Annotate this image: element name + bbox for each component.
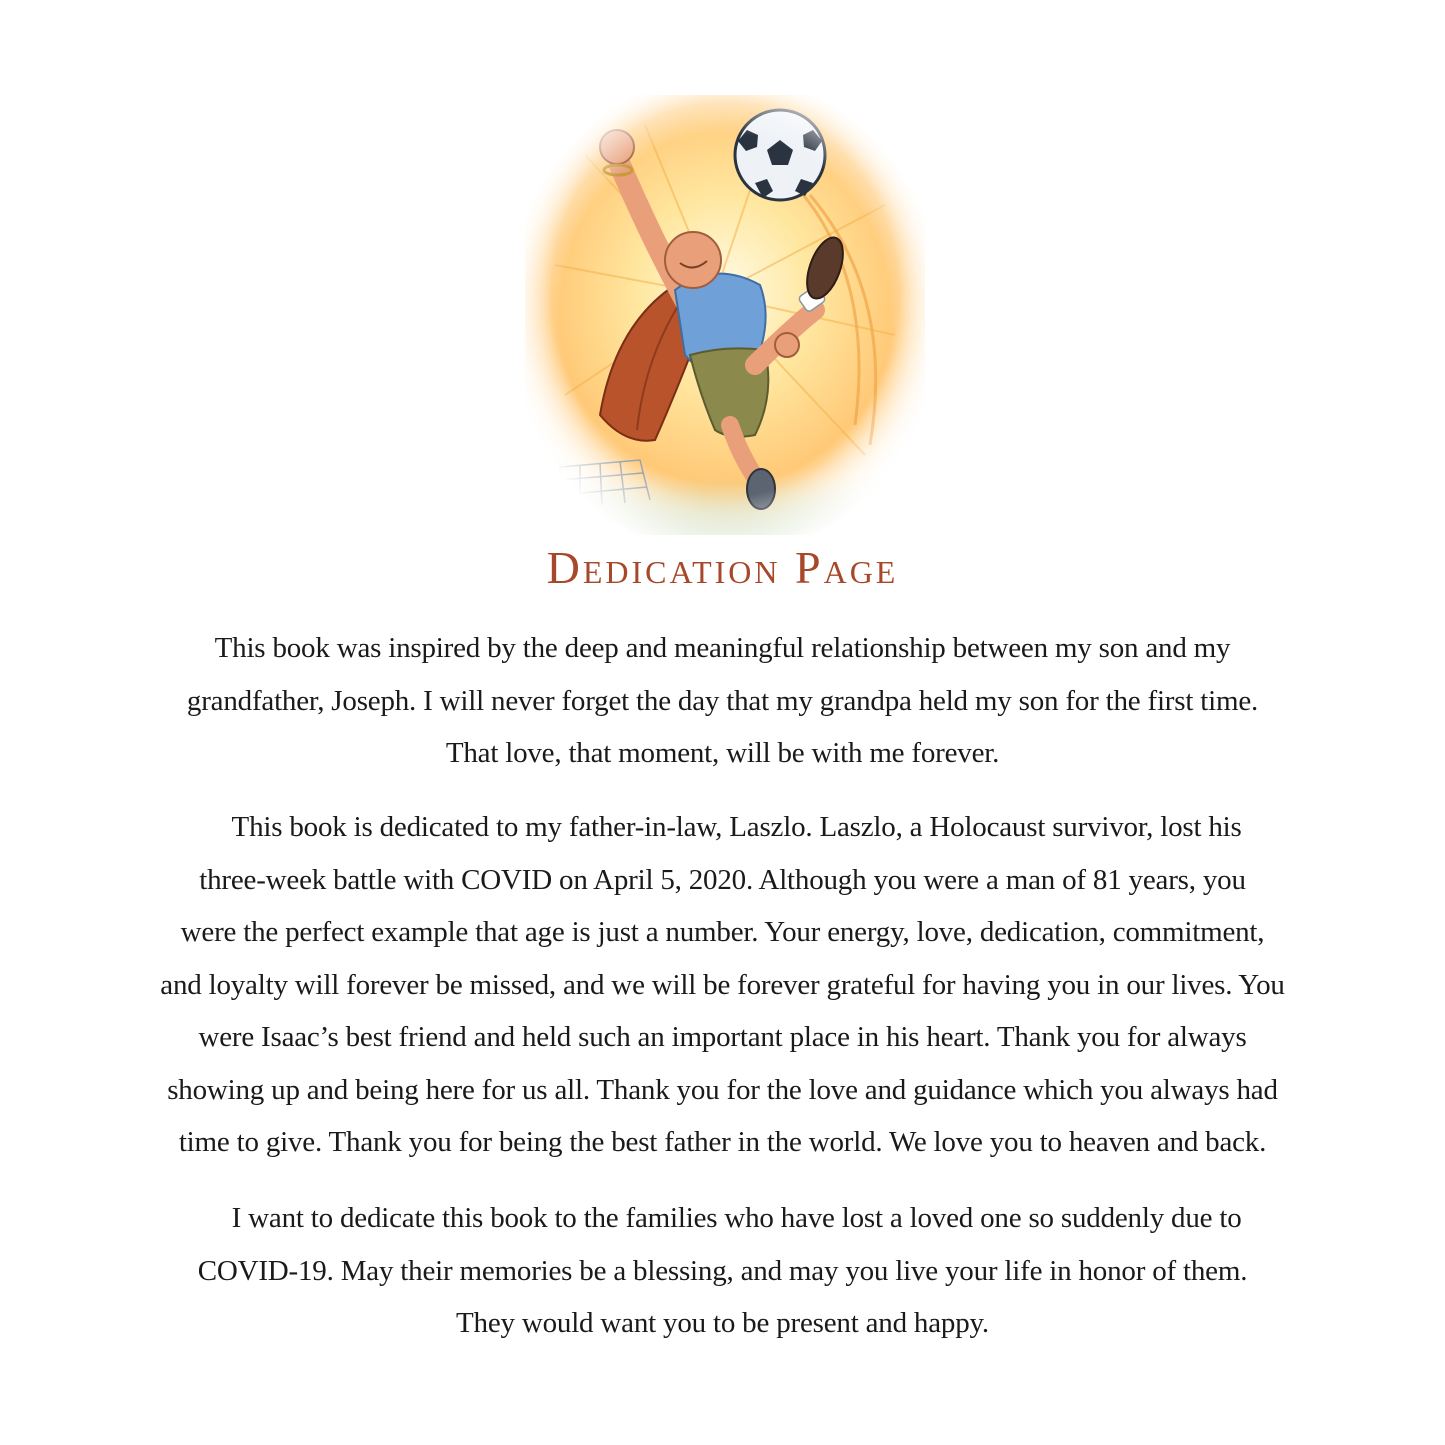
paragraph-dedication-families	[95, 1192, 1350, 1350]
text-line: grandfather, Joseph. I will never forget the day that my grandpa held my son for the first time.	[186, 684, 1259, 717]
text-line: time to give. Thank you for being the best father in the world. We love you to heaven and back.	[178, 1126, 1267, 1158]
paragraph-inspiration	[95, 622, 1350, 780]
text-line: That love, that moment, will be with me forever.	[445, 737, 1000, 769]
text-line: This book was inspired by the deep and meaningful relationship between my son and my	[214, 632, 1231, 664]
text-line: showing up and being here for us all. Thank you for the love and guidance which you always had	[167, 1073, 1278, 1106]
text-line: were the perfect example that age is just a number. Your energy, love, dedication, commitment,	[180, 916, 1265, 948]
illustration-soccer-hero	[525, 95, 925, 535]
text-line: three-week battle with COVID on April 5, 2020. Although you were a man of 81 years, you	[199, 863, 1246, 896]
text-line: This book is dedicated to my father-in-law, Laszlo. Laszlo, a Holocaust survivor, lost his	[203, 811, 1242, 843]
text-line: I want to dedicate this book to the families who have lost a loved one so suddenly due to	[203, 1202, 1242, 1234]
text-line: and loyalty will forever be missed, and we will be forever grateful for having you in our lives. You	[160, 968, 1285, 1001]
paragraph-dedication-laszlo	[95, 801, 1350, 1169]
text-line: COVID-19. May their memories be a blessing, and may you live your life in honor of them.	[197, 1254, 1248, 1287]
page-title: Dedication Page	[546, 542, 899, 593]
text-line: were Isaac’s best friend and held such an important place in his heart. Thank you for always	[198, 1021, 1247, 1053]
text-line: They would want you to be present and happy.	[456, 1307, 989, 1339]
